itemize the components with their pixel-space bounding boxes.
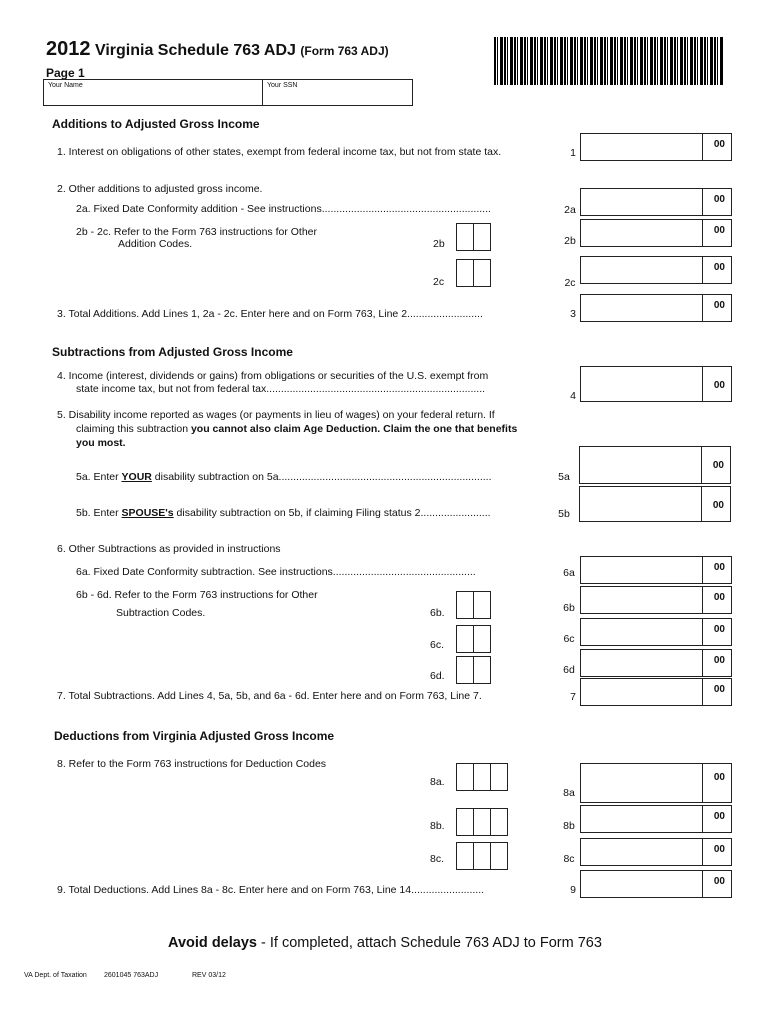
your-name-label: Your Name bbox=[48, 82, 83, 89]
line-8b-amount-field[interactable]: 00 bbox=[580, 805, 732, 833]
line-8c-amount-field[interactable]: 00 bbox=[580, 838, 732, 866]
code-8b-field[interactable] bbox=[456, 808, 508, 836]
line-5b-text: 5b. Enter SPOUSE's disability subtraction on 5b, if claiming Filing status 2........................ bbox=[76, 507, 491, 519]
line-2b-number: 2b bbox=[564, 235, 576, 247]
code-8a-field[interactable] bbox=[456, 763, 508, 791]
line-2a-text: 2a. Fixed Date Conformity addition - See instructions.......................................................... bbox=[76, 203, 491, 215]
line-5-text: 5. Disability income reported as wages (or payments in lieu of wages) on your federal return. If bbox=[57, 409, 495, 421]
line-1-amount-field[interactable]: 00 bbox=[580, 133, 732, 161]
line-6d-number: 6d bbox=[563, 664, 575, 676]
form-ref: (Form 763 ADJ) bbox=[300, 44, 389, 58]
line-8a-amount-field[interactable]: 00 bbox=[580, 763, 732, 803]
line-7-number: 7 bbox=[570, 691, 576, 703]
deductions-heading: Deductions from Virginia Adjusted Gross Income bbox=[54, 729, 335, 743]
footer-form-code: 2601045 763ADJ bbox=[104, 972, 159, 979]
line-2c-amount-field[interactable]: 00 bbox=[580, 256, 732, 284]
line-6d-amount-field[interactable]: 00 bbox=[580, 649, 732, 677]
line-5a-text: 5a. Enter YOUR disability subtraction on 5a......................................................................... bbox=[76, 471, 492, 483]
code-2b-field[interactable] bbox=[456, 223, 491, 251]
line-7-text: 7. Total Subtractions. Add Lines 4, 5a, 5b, and 6a - 6d. Enter here and on Form 763, Line 7. bbox=[57, 690, 482, 702]
attach-notice: Avoid delays - If completed, attach Schedule 763 ADJ to Form 763 bbox=[168, 935, 602, 951]
line-5-text-2: claiming this subtraction you cannot also claim Age Deduction. Claim the one that benefits bbox=[76, 423, 518, 435]
code-6c-field[interactable] bbox=[456, 625, 491, 653]
line-6c-amount-field[interactable]: 00 bbox=[580, 618, 732, 646]
line-4-text-2: state income tax, but not from federal tax........................................................................... bbox=[76, 383, 486, 395]
line-2a-amount-field[interactable]: 00 bbox=[580, 188, 732, 216]
line-8-text: 8. Refer to the Form 763 instructions for Deduction Codes bbox=[57, 758, 327, 770]
your-ssn-label: Your SSN bbox=[267, 82, 298, 89]
line-4-amount-field[interactable]: 00 bbox=[580, 366, 732, 402]
line-9-text: 9. Total Deductions. Add Lines 8a - 8c. Enter here and on Form 763, Line 14......................... bbox=[57, 884, 485, 896]
form-name: Virginia Schedule 763 ADJ bbox=[94, 42, 296, 59]
line-2c-number: 2c bbox=[564, 277, 576, 289]
line-2bc-text-2: Addition Codes. bbox=[118, 238, 193, 250]
line-6b-amount-field[interactable]: 00 bbox=[580, 586, 732, 614]
line-2-text: 2. Other additions to adjusted gross income. bbox=[57, 183, 263, 195]
line-2bc-text: 2b - 2c. Refer to the Form 763 instructions for Other bbox=[76, 226, 318, 238]
line-4-number: 4 bbox=[570, 390, 576, 402]
line-6c-number: 6c bbox=[563, 633, 575, 645]
line-6bd-text-2: Subtraction Codes. bbox=[116, 607, 206, 619]
barcode-image bbox=[494, 37, 724, 85]
line-3-text: 3. Total Additions. Add Lines 1, 2a - 2c. Enter here and on Form 763, Line 2.......................... bbox=[57, 308, 483, 320]
additions-heading: Additions to Adjusted Gross Income bbox=[52, 117, 260, 131]
line-8c-number: 8c bbox=[563, 853, 575, 865]
line-8a-number: 8a bbox=[563, 787, 575, 799]
your-ssn-field[interactable] bbox=[266, 89, 410, 105]
line-2b-amount-field[interactable]: 00 bbox=[580, 219, 732, 247]
code-6d-label: 6d. bbox=[430, 670, 445, 682]
code-8c-field[interactable] bbox=[456, 842, 508, 870]
line-3-number: 3 bbox=[570, 308, 576, 320]
line-8b-number: 8b bbox=[563, 820, 575, 832]
line-6a-number: 6a bbox=[563, 567, 575, 579]
code-2c-label: 2c bbox=[433, 276, 445, 288]
line-5-text-3: you most. bbox=[76, 437, 126, 449]
footer-dept: VA Dept. of Taxation bbox=[24, 972, 87, 979]
line-5b-number: 5b bbox=[558, 508, 570, 520]
line-9-number: 9 bbox=[570, 884, 576, 896]
line-5b-amount-field[interactable]: 00 bbox=[579, 486, 731, 522]
footer-revision: REV 03/12 bbox=[192, 972, 226, 979]
form-year: 2012 bbox=[46, 38, 91, 60]
line-6b-number: 6b bbox=[563, 602, 575, 614]
line-1-text: 1. Interest on obligations of other states, exempt from federal income tax, but not from state tax. bbox=[57, 146, 502, 158]
name-ssn-divider bbox=[262, 80, 263, 105]
line-6bd-text: 6b - 6d. Refer to the Form 763 instructions for Other bbox=[76, 589, 318, 601]
line-9-amount-field[interactable]: 00 bbox=[580, 870, 732, 898]
code-8a-label: 8a. bbox=[430, 776, 445, 788]
subtractions-heading: Subtractions from Adjusted Gross Income bbox=[52, 345, 293, 359]
code-8b-label: 8b. bbox=[430, 820, 445, 832]
line-5a-number: 5a bbox=[558, 471, 570, 483]
line-4-text: 4. Income (interest, dividends or gains) from obligations or securities of the U.S. exempt from bbox=[57, 370, 489, 382]
form-title bbox=[46, 38, 389, 61]
page-number: Page 1 bbox=[46, 66, 85, 80]
line-5a-amount-field[interactable]: 00 bbox=[579, 446, 731, 484]
code-8c-label: 8c. bbox=[430, 853, 445, 865]
line-6-text: 6. Other Subtractions as provided in instructions bbox=[57, 543, 281, 555]
line-6a-text: 6a. Fixed Date Conformity subtraction. See instructions................................................. bbox=[76, 566, 476, 578]
code-2b-label: 2b bbox=[433, 238, 445, 250]
line-7-amount-field[interactable]: 00 bbox=[580, 678, 732, 706]
your-name-field[interactable] bbox=[48, 89, 260, 105]
line-6a-amount-field[interactable]: 00 bbox=[580, 556, 732, 584]
line-1-number: 1 bbox=[570, 147, 576, 159]
code-6b-label: 6b. bbox=[430, 607, 445, 619]
code-6d-field[interactable] bbox=[456, 656, 491, 684]
code-2c-field[interactable] bbox=[456, 259, 491, 287]
code-6b-field[interactable] bbox=[456, 591, 491, 619]
code-6c-label: 6c. bbox=[430, 639, 445, 651]
line-3-amount-field[interactable]: 00 bbox=[580, 294, 732, 322]
line-2a-number: 2a bbox=[564, 204, 576, 216]
